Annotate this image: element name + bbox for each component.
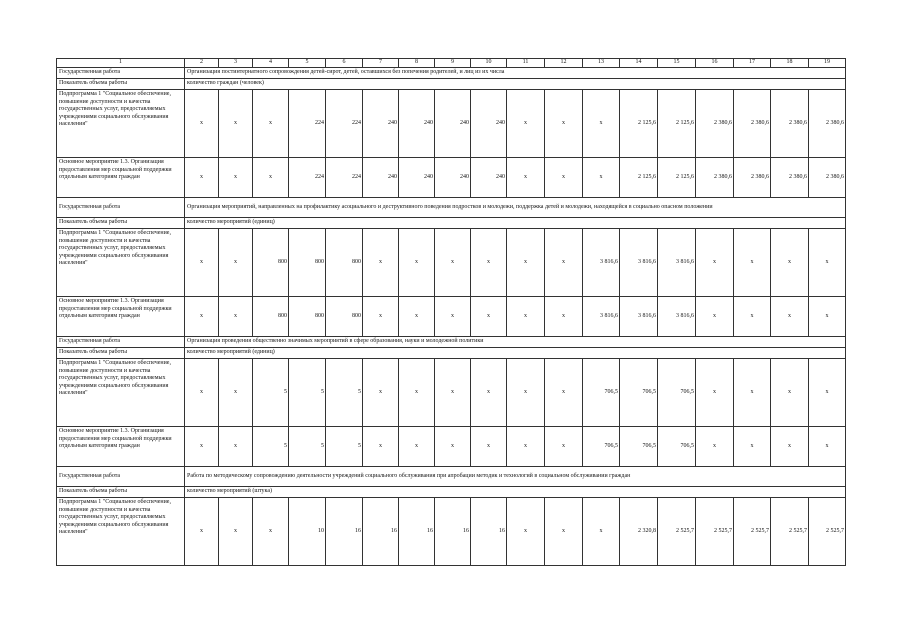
value-cell: x	[545, 427, 583, 467]
row-label: Основное мероприятие 1.3. Организация предоставления мер социальной поддержки отдельным категориям граждан	[57, 427, 185, 467]
table-row	[57, 158, 846, 198]
value-cell: x	[545, 90, 583, 158]
value-cell: x	[734, 427, 771, 467]
value-cell: x	[583, 90, 620, 158]
indicator-text: количество мероприятий (единиц)	[185, 348, 846, 359]
value-cell: x	[185, 427, 219, 467]
value-cell: x	[507, 229, 545, 297]
header-row	[57, 59, 846, 68]
indicator-text: количество мероприятий (штука)	[185, 487, 846, 498]
value-cell: 2 525,7	[771, 498, 809, 566]
value-cell: x	[253, 90, 289, 158]
value-cell: 10	[289, 498, 326, 566]
value-cell: 2 125,6	[658, 90, 696, 158]
value-cell: 5	[289, 427, 326, 467]
section-title-label: Государственная работа	[57, 68, 185, 79]
value-cell: 16	[326, 498, 363, 566]
table-row	[57, 229, 846, 297]
table-row	[57, 498, 846, 566]
indicator-text: количество граждан (человек)	[185, 79, 846, 90]
section-title-row	[57, 198, 846, 218]
indicator-label: Показатель объема работы	[57, 487, 185, 498]
column-number: 12	[545, 59, 583, 68]
value-cell: x	[435, 359, 471, 427]
section-title-row	[57, 467, 846, 487]
value-cell: 2 525,7	[696, 498, 734, 566]
value-cell: 800	[253, 297, 289, 337]
value-cell: x	[253, 498, 289, 566]
value-cell: x	[471, 229, 507, 297]
value-cell: 16	[471, 498, 507, 566]
value-cell: x	[435, 297, 471, 337]
value-cell: 224	[289, 90, 326, 158]
table-row	[57, 297, 846, 337]
value-cell: 706,5	[658, 359, 696, 427]
value-cell: 240	[363, 90, 399, 158]
value-cell: x	[185, 297, 219, 337]
value-cell: x	[809, 427, 846, 467]
value-cell: 2 380,6	[809, 90, 846, 158]
value-cell: x	[507, 498, 545, 566]
value-cell: 2 525,7	[809, 498, 846, 566]
column-number: 19	[809, 59, 846, 68]
value-cell: x	[219, 427, 253, 467]
value-cell: 3 816,6	[583, 229, 620, 297]
value-cell: 2 380,6	[696, 90, 734, 158]
column-number: 7	[363, 59, 399, 68]
value-cell: x	[809, 359, 846, 427]
value-cell: 800	[253, 229, 289, 297]
indicator-row	[57, 79, 846, 90]
value-cell: 5	[253, 427, 289, 467]
value-cell: 240	[435, 90, 471, 158]
indicator-row	[57, 348, 846, 359]
value-cell: 2 525,7	[734, 498, 771, 566]
value-cell: 5	[326, 359, 363, 427]
column-number: 15	[658, 59, 696, 68]
indicator-row	[57, 218, 846, 229]
value-cell: 224	[326, 158, 363, 198]
column-number: 16	[696, 59, 734, 68]
value-cell: x	[363, 359, 399, 427]
section-title-text: Организация постинтернатного сопровождения детей-сирот, детей, оставшихся без попечения родителей, и лиц из их числа	[185, 68, 846, 79]
value-cell: x	[545, 158, 583, 198]
value-cell: x	[809, 297, 846, 337]
value-cell: x	[696, 297, 734, 337]
value-cell: x	[471, 359, 507, 427]
table-row	[57, 427, 846, 467]
value-cell: 3 816,6	[583, 297, 620, 337]
column-number: 4	[253, 59, 289, 68]
data-table	[56, 58, 846, 566]
value-cell: x	[734, 297, 771, 337]
column-number: 5	[289, 59, 326, 68]
value-cell: x	[363, 229, 399, 297]
table-row	[57, 359, 846, 427]
value-cell: x	[219, 229, 253, 297]
column-number: 1	[57, 59, 185, 68]
value-cell: 5	[289, 359, 326, 427]
value-cell: x	[734, 359, 771, 427]
value-cell: x	[219, 297, 253, 337]
value-cell: x	[583, 158, 620, 198]
value-cell: 2 320,8	[620, 498, 658, 566]
row-label: Основное мероприятие 1.3. Организация предоставления мер социальной поддержки отдельным категориям граждан	[57, 158, 185, 198]
section-title-text: Организация проведения общественно значимых мероприятий в сфере образования, науки и молодежной политики	[185, 337, 846, 348]
value-cell: x	[507, 427, 545, 467]
value-cell: 5	[253, 359, 289, 427]
value-cell: 224	[326, 90, 363, 158]
value-cell: x	[507, 359, 545, 427]
value-cell: x	[435, 427, 471, 467]
value-cell: 2 125,6	[620, 158, 658, 198]
value-cell: x	[185, 359, 219, 427]
value-cell: 240	[471, 90, 507, 158]
value-cell: 706,5	[620, 359, 658, 427]
value-cell: x	[363, 427, 399, 467]
column-number: 11	[507, 59, 545, 68]
value-cell: x	[545, 498, 583, 566]
column-number: 6	[326, 59, 363, 68]
value-cell: x	[185, 158, 219, 198]
value-cell: 800	[289, 229, 326, 297]
column-number: 17	[734, 59, 771, 68]
section-title-text: Работа по методическому сопровождению деятельности учреждений социального обслуживания при апробации методик и технологий в социальном обслуживании граждан	[185, 467, 846, 487]
value-cell: x	[471, 427, 507, 467]
value-cell: x	[771, 229, 809, 297]
value-cell: 3 816,6	[620, 297, 658, 337]
value-cell: 2 380,6	[734, 158, 771, 198]
value-cell: x	[399, 297, 435, 337]
section-title-label: Государственная работа	[57, 467, 185, 487]
value-cell: x	[545, 297, 583, 337]
row-label: Подпрограмма 1 "Социальное обеспечение, повышение доступности и качества государственных услуг, предоставляемых учреждениями социального обслуживания населения"	[57, 359, 185, 427]
value-cell: 16	[399, 498, 435, 566]
value-cell: 706,5	[620, 427, 658, 467]
value-cell: 16	[363, 498, 399, 566]
value-cell: x	[219, 359, 253, 427]
indicator-label: Показатель объема работы	[57, 348, 185, 359]
section-title-label: Государственная работа	[57, 337, 185, 348]
section-title-text: Организация мероприятий, направленных на профилактику асоциального и деструктивного поведения подростков и молодежи, поддержка детей и молодежи, находящейся в социально опасном положении	[185, 198, 846, 218]
row-label: Подпрограмма 1 "Социальное обеспечение, повышение доступности и качества государственных услуг, предоставляемых учреждениями социального обслуживания населения"	[57, 229, 185, 297]
value-cell: 240	[435, 158, 471, 198]
value-cell: x	[771, 427, 809, 467]
value-cell: x	[363, 297, 399, 337]
section-title-label: Государственная работа	[57, 198, 185, 218]
section-title-row	[57, 337, 846, 348]
value-cell: 2 125,6	[658, 158, 696, 198]
row-label: Основное мероприятие 1.3. Организация предоставления мер социальной поддержки отдельным категориям граждан	[57, 297, 185, 337]
value-cell: x	[253, 158, 289, 198]
value-cell: 240	[471, 158, 507, 198]
value-cell: 3 816,6	[620, 229, 658, 297]
value-cell: x	[734, 229, 771, 297]
value-cell: x	[219, 90, 253, 158]
indicator-label: Показатель объема работы	[57, 79, 185, 90]
value-cell: x	[185, 229, 219, 297]
value-cell: 2 380,6	[696, 158, 734, 198]
row-label: Подпрограмма 1 "Социальное обеспечение, повышение доступности и качества государственных услуг, предоставляемых учреждениями социального обслуживания населения"	[57, 498, 185, 566]
value-cell: 2 380,6	[771, 90, 809, 158]
value-cell: x	[545, 229, 583, 297]
value-cell: x	[471, 297, 507, 337]
value-cell: x	[771, 297, 809, 337]
column-number: 10	[471, 59, 507, 68]
value-cell: 3 816,6	[658, 229, 696, 297]
column-number: 9	[435, 59, 471, 68]
value-cell: 706,5	[583, 427, 620, 467]
section-title-row	[57, 68, 846, 79]
value-cell: 16	[435, 498, 471, 566]
column-number: 8	[399, 59, 435, 68]
value-cell: 5	[326, 427, 363, 467]
value-cell: x	[507, 158, 545, 198]
value-cell: 240	[399, 158, 435, 198]
value-cell: 800	[289, 297, 326, 337]
value-cell: x	[696, 359, 734, 427]
value-cell: x	[185, 498, 219, 566]
column-number: 2	[185, 59, 219, 68]
value-cell: 706,5	[658, 427, 696, 467]
value-cell: x	[771, 359, 809, 427]
column-number: 14	[620, 59, 658, 68]
value-cell: x	[583, 498, 620, 566]
value-cell: x	[185, 90, 219, 158]
value-cell: x	[399, 229, 435, 297]
value-cell: 3 816,6	[658, 297, 696, 337]
table-row	[57, 90, 846, 158]
indicator-row	[57, 487, 846, 498]
row-label: Подпрограмма 1 "Социальное обеспечение, повышение доступности и качества государственных услуг, предоставляемых учреждениями социального обслуживания населения"	[57, 90, 185, 158]
value-cell: 224	[289, 158, 326, 198]
value-cell: 800	[326, 297, 363, 337]
value-cell: 240	[399, 90, 435, 158]
value-cell: 2 380,6	[771, 158, 809, 198]
value-cell: x	[219, 158, 253, 198]
value-cell: x	[696, 427, 734, 467]
column-number: 3	[219, 59, 253, 68]
column-number: 13	[583, 59, 620, 68]
value-cell: 2 525,7	[658, 498, 696, 566]
value-cell: x	[696, 229, 734, 297]
value-cell: x	[435, 229, 471, 297]
value-cell: 240	[363, 158, 399, 198]
indicator-label: Показатель объема работы	[57, 218, 185, 229]
value-cell: x	[507, 297, 545, 337]
value-cell: x	[809, 229, 846, 297]
value-cell: 706,5	[583, 359, 620, 427]
value-cell: 2 380,6	[809, 158, 846, 198]
value-cell: x	[399, 427, 435, 467]
value-cell: x	[399, 359, 435, 427]
indicator-text: количество мероприятий (единиц)	[185, 218, 846, 229]
column-number: 18	[771, 59, 809, 68]
value-cell: 2 125,6	[620, 90, 658, 158]
value-cell: x	[219, 498, 253, 566]
value-cell: 800	[326, 229, 363, 297]
value-cell: x	[545, 359, 583, 427]
value-cell: x	[507, 90, 545, 158]
value-cell: 2 380,6	[734, 90, 771, 158]
